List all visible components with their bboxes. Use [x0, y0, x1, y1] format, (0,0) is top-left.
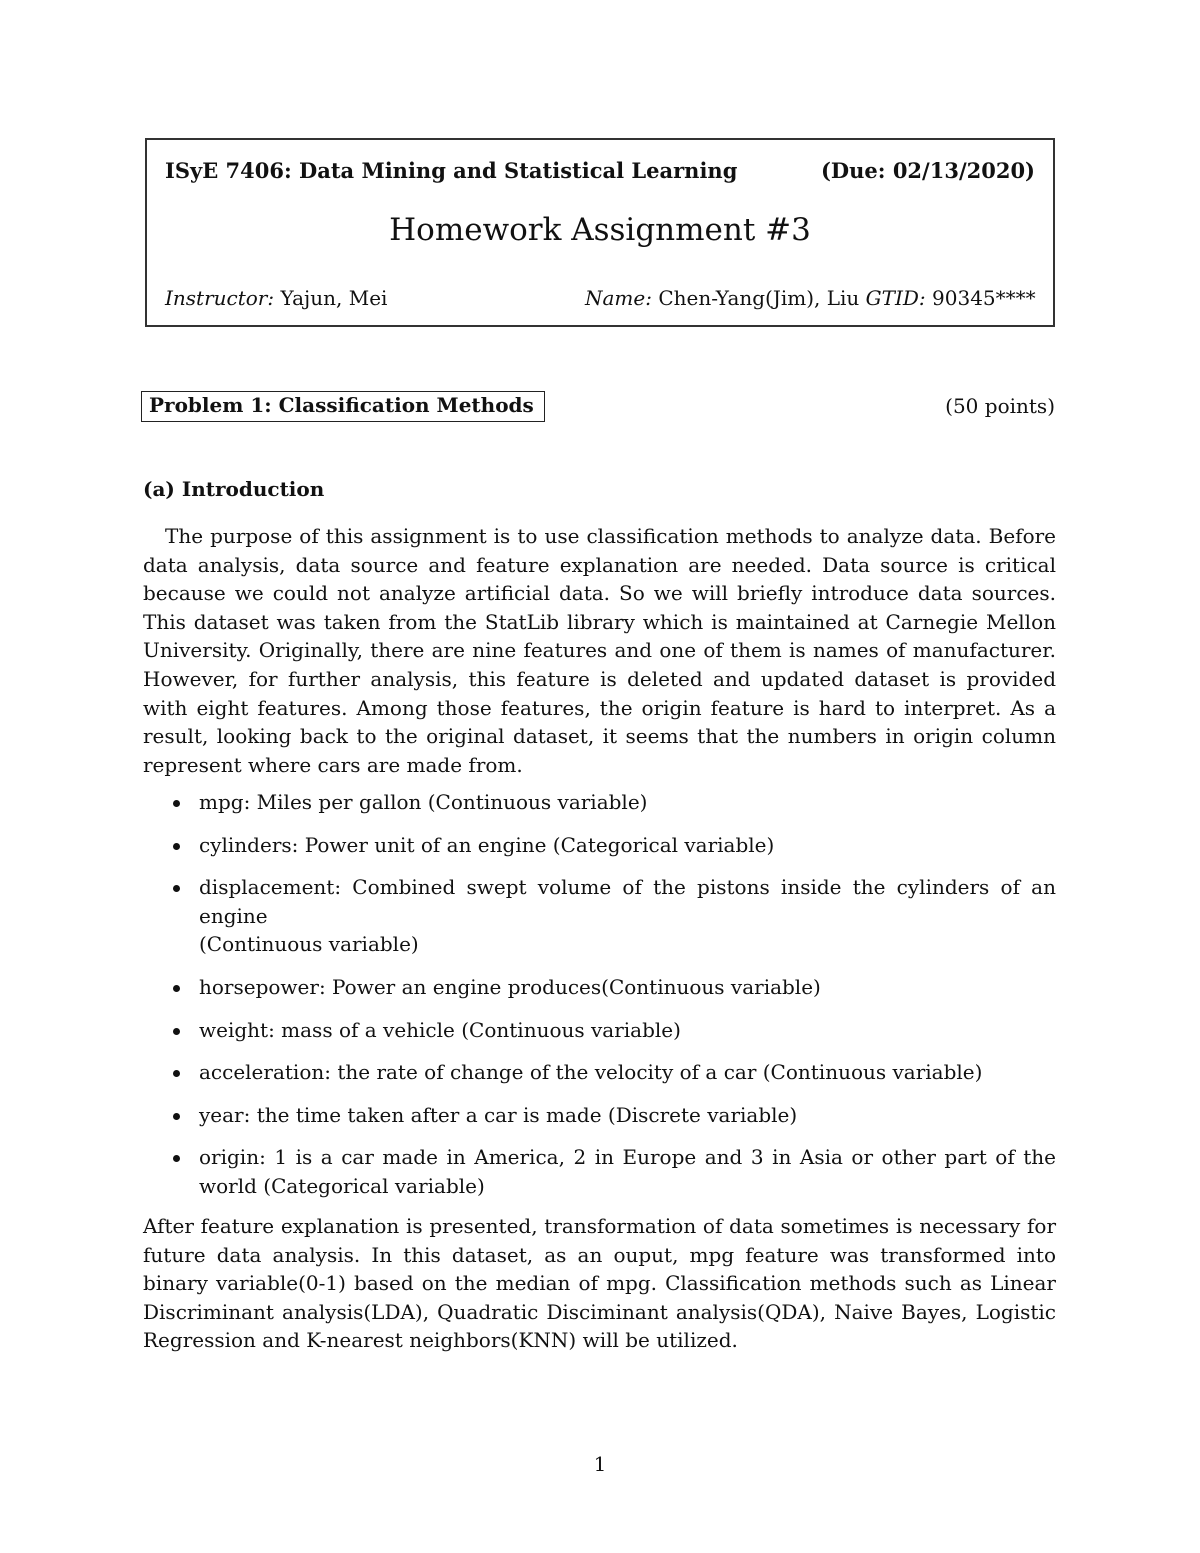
feature-text: year: the time taken after a car is made (Discrete variable) — [199, 1102, 798, 1127]
problem-points: (50 points) — [945, 394, 1055, 418]
list-item — [143, 831, 1056, 860]
feature-type: (Continuous variable) — [199, 932, 419, 957]
gtid-value: 90345**** — [932, 286, 1036, 310]
bullet-icon — [173, 1028, 180, 1035]
feature-text: acceleration: the rate of change of the velocity of a car (Continuous variable) — [199, 1060, 983, 1085]
closing-paragraph: After feature explanation is presented, transformation of data sometimes is necessary for future data analysis. In this dataset, as an ouput, mpg feature was transformed into binary variable(0-1) based on the median of mpg. Classification methods such as Linear Discriminant analysis(LDA), Quadratic Disciminant analysis(QDA), Naive Bayes, Logistic Regression and K-nearest neighbors(KNN) will be utilized. — [143, 1214, 1056, 1353]
list-item — [143, 788, 1056, 817]
feature-text: cylinders: Power unit of an engine (Categorical variable) — [199, 832, 775, 857]
instructor-name: Yajun, Mei — [280, 286, 388, 310]
name-label: Name: — [585, 286, 652, 310]
list-item — [143, 1058, 1056, 1087]
gtid-label: GTID: — [865, 286, 926, 310]
page-number: 1 — [593, 1452, 607, 1476]
feature-text: mpg: Miles per gallon (Continuous variable) — [199, 790, 648, 814]
bullet-icon — [173, 1155, 180, 1162]
bullet-icon — [173, 1113, 180, 1120]
bullet-icon — [173, 985, 180, 992]
instructor-label: Instructor: — [165, 286, 275, 310]
list-item — [143, 1101, 1056, 1130]
list-item — [143, 873, 1056, 959]
feature-text: origin: 1 is a car made in America, 2 in Europe and 3 in Asia or other part of the world (Categorical variable) — [199, 1145, 1056, 1198]
instructor-line — [165, 286, 387, 310]
due-date: (Due: 02/13/2020) — [820, 158, 1035, 183]
feature-text: displacement: Combined swept volume of the pistons inside the cylinders of an engine — [199, 875, 1056, 928]
assignment-title: Homework Assignment #3 — [389, 212, 811, 248]
bullet-icon — [173, 843, 180, 850]
problem-title: : Classification Methods — [264, 393, 534, 417]
intro-paragraph: The purpose of this assignment is to use classification methods to analyze data. Before data analysis, data source and feature explanation are needed. Data source is critical because we could not analyze artificial data. So we will briefly introduce data sources. This dataset was taken from the StatLib library which is maintained at Carnegie Mellon University. Originally, there are nine features and one of them is names of manufacturer. However, for further analysis, this feature is deleted and updated dataset is provided with eight features. Among those features, the origin feature is hard to interpret. As a result, looking back to the original dataset, it seems that the numbers in origin column represent where cars are made from. — [143, 524, 1056, 777]
section-heading: (a) Introduction — [143, 477, 325, 501]
course-title: ISyE 7406: Data Mining and Statistical Learning — [165, 158, 738, 183]
feature-text: horsepower: Power an engine produces(Continuous variable) — [199, 974, 821, 999]
list-item — [143, 973, 1056, 1002]
problem-label: Problem 1 — [149, 393, 265, 417]
student-line — [585, 286, 1036, 310]
feature-list — [143, 788, 1056, 1215]
bullet-icon — [173, 1070, 180, 1077]
problem-heading-box — [141, 391, 545, 422]
assignment-header-box — [145, 138, 1055, 327]
student-name: Chen-Yang(Jim), Liu — [658, 286, 860, 310]
list-item — [143, 1143, 1056, 1200]
list-item — [143, 1016, 1056, 1045]
bullet-icon — [173, 885, 180, 892]
feature-text: weight: mass of a vehicle (Continuous variable) — [199, 1017, 681, 1042]
bullet-icon — [173, 800, 180, 807]
